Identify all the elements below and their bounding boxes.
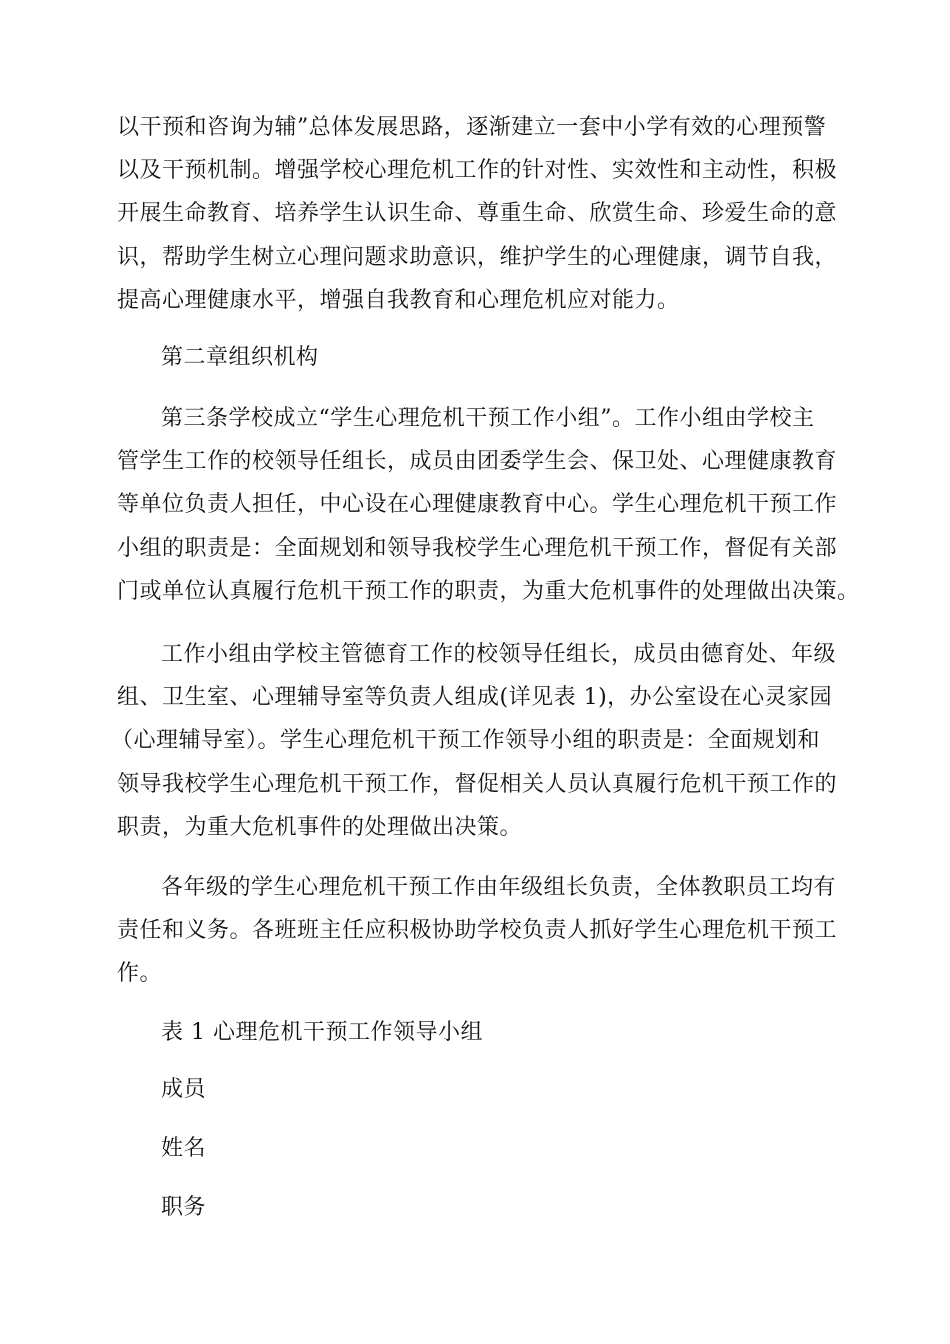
text-line: 工作小组由学校主管德育工作的校领导任组长，成员由德育处、年级 — [161, 642, 837, 667]
table-caption-text: 表 1 心理危机干预工作领导小组 — [161, 1020, 483, 1045]
text-line: 职责，为重大危机事件的处理做出决策。 — [117, 814, 523, 840]
text-line: 组、卫生室、心理辅导室等负责人组成(详见表 1)，办公室设在心灵家园 — [117, 685, 833, 711]
table-header-name-text: 姓名 — [161, 1136, 207, 1161]
table-header-member-text: 成员 — [161, 1077, 207, 1102]
text-line: 识，帮助学生树立心理问题求助意识，维护学生的心理健康，调节自我， — [117, 244, 838, 270]
text-line: 管学生工作的校领导任组长，成员由团委学生会、保卫处、心理健康教育 — [117, 449, 838, 475]
paragraph-grade-level — [117, 866, 839, 996]
text-line: 作。 — [117, 961, 163, 987]
text-line: 责任和义务。各班班主任应积极协助学校负责人抓好学生心理危机干预工 — [117, 918, 838, 944]
paragraph-intro — [117, 106, 839, 322]
text-line: 等单位负责人担任，中心设在心理健康教育中心。学生心理危机干预工作 — [117, 492, 838, 518]
text-line: 提高心理健康水平，增强自我教育和心理危机应对能力。 — [117, 287, 680, 313]
text-line: 各年级的学生心理危机干预工作由年级组长负责，全体教职员工均有 — [161, 875, 837, 900]
table-header-member — [161, 1075, 206, 1105]
text-line: 以及干预机制。增强学校心理危机工作的针对性、实效性和主动性，积极 — [117, 158, 838, 184]
paragraph-working-group — [111, 633, 839, 849]
paragraph-article-3 — [117, 397, 860, 613]
text-line: 第三条学校成立“学生心理危机干预工作小组”。工作小组由学校主 — [161, 406, 815, 431]
table-caption — [161, 1018, 483, 1048]
table-header-duty-text: 职务 — [161, 1195, 207, 1220]
text-line: 门或单位认真履行危机干预工作的职责，为重大危机事件的处理做出决策。 — [117, 578, 860, 604]
text-line: 领导我校学生心理危机干预工作，督促相关人员认真履行危机干预工作的 — [117, 771, 838, 797]
chapter-heading — [161, 343, 319, 373]
table-header-duty — [161, 1193, 206, 1223]
chapter-heading-text: 第二章组织机构 — [161, 345, 319, 370]
text-line: 小组的职责是：全面规划和领导我校学生心理危机干预工作，督促有关部 — [117, 535, 838, 561]
table-header-name — [161, 1134, 206, 1164]
text-line: 以干预和咨询为辅”总体发展思路，逐渐建立一套中小学有效的心理预警 — [117, 115, 827, 140]
text-line: 开展生命教育、培养学生认识生命、尊重生命、欣赏生命、珍爱生命的意 — [117, 201, 838, 227]
text-line: （心理辅导室）。学生心理危机干预工作领导小组的职责是：全面规划和 — [111, 728, 821, 754]
